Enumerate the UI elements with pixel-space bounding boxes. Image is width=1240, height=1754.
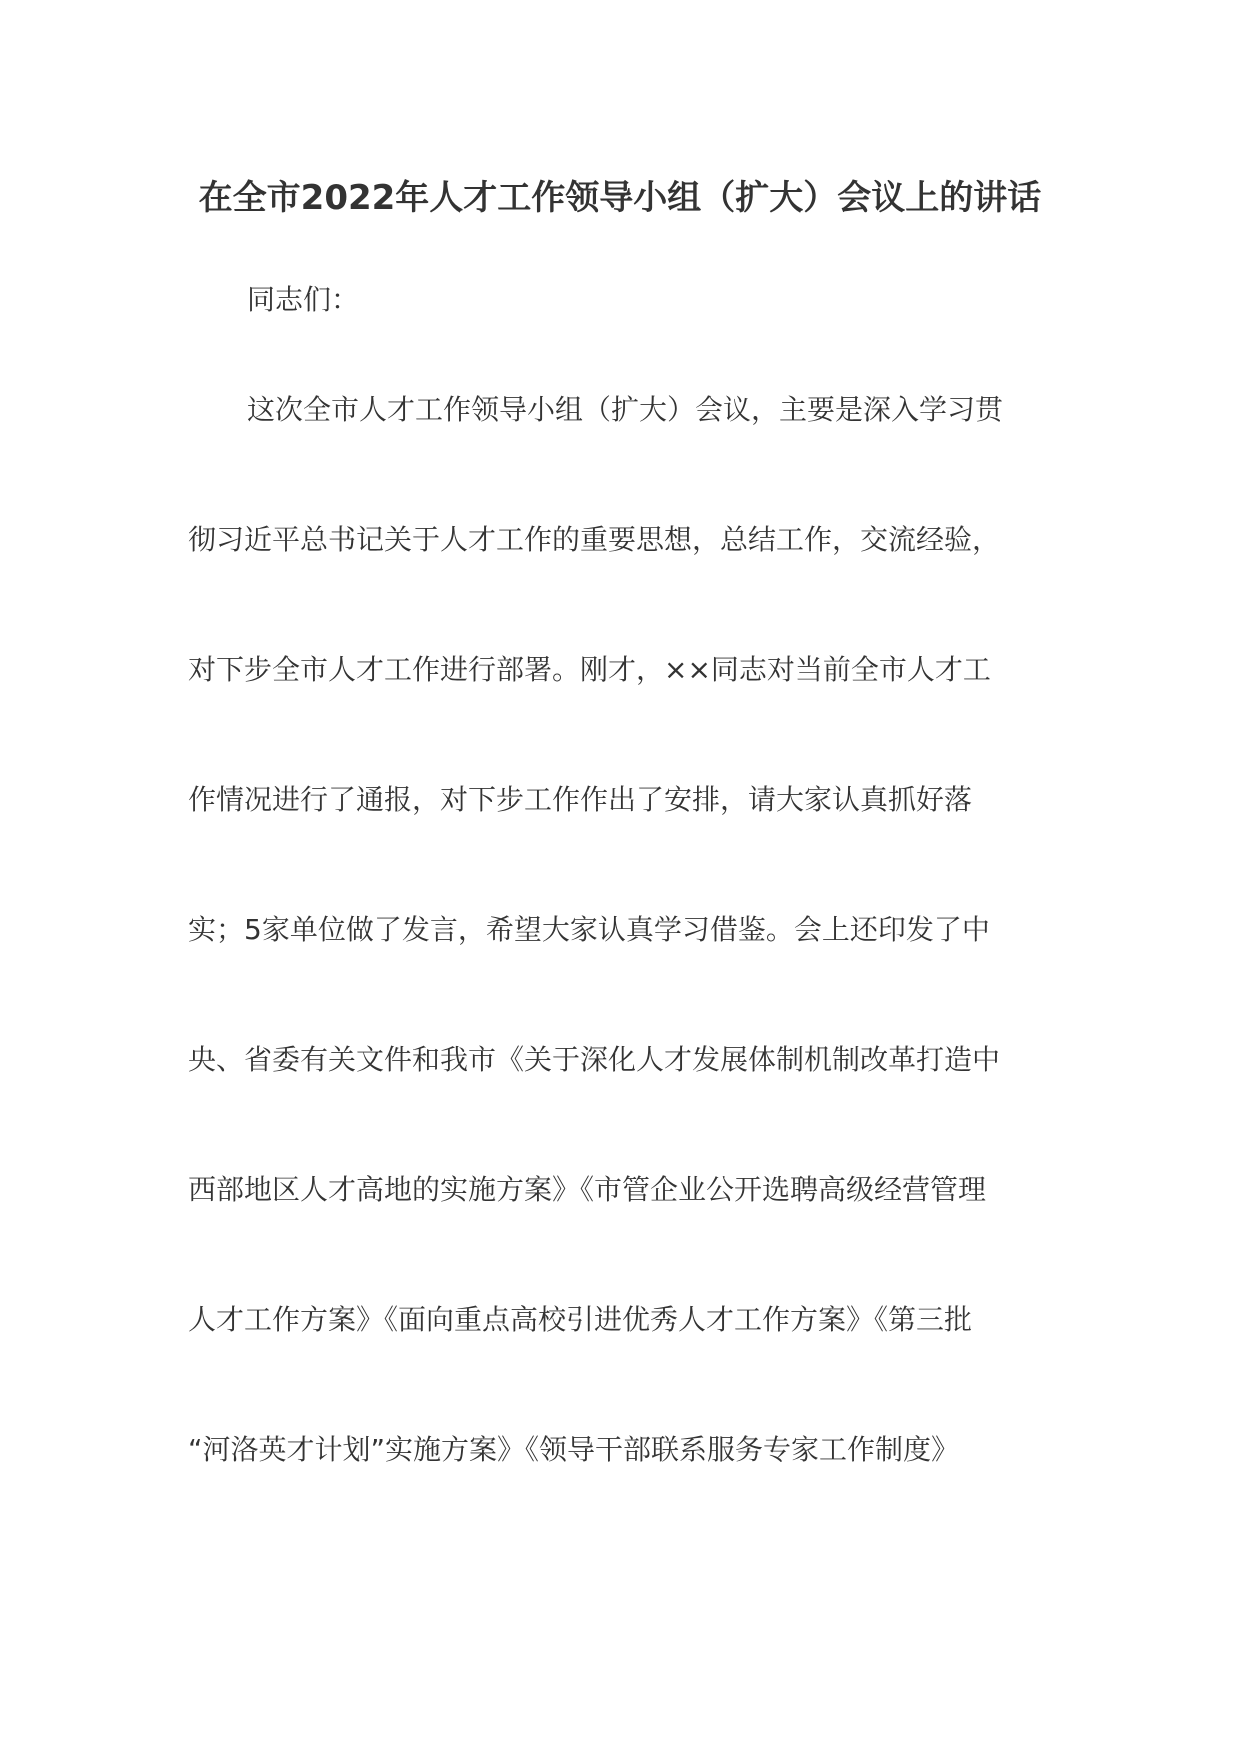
document-title: 在全市2022年人才工作领导小组（扩大）会议上的讲话 bbox=[198, 178, 1042, 218]
paragraph-line: 彻习近平总书记关于人才工作的重要思想，总结工作，交流经验， bbox=[188, 523, 1001, 556]
paragraph-line: 对下步全市人才工作进行部署。刚才，××同志对当前全市人才工 bbox=[188, 653, 991, 686]
paragraph-line: 西部地区人才高地的实施方案》《市管企业公开选聘高级经营管理 bbox=[188, 1173, 987, 1206]
paragraph-line: 这次全市人才工作领导小组（扩大）会议，主要是深入学习贯 bbox=[247, 393, 1004, 426]
paragraph-line: 人才工作方案》《面向重点高校引进优秀人才工作方案》《第三批 bbox=[188, 1303, 973, 1336]
paragraph-line: 实；5家单位做了发言，希望大家认真学习借鉴。会上还印发了中 bbox=[188, 913, 990, 946]
paragraph-line: 央、省委有关文件和我市《关于深化人才发展体制机制改革打造中 bbox=[188, 1043, 1001, 1076]
salutation: 同志们： bbox=[247, 283, 360, 316]
paragraph-line: 作情况进行了通报，对下步工作作出了安排，请大家认真抓好落 bbox=[188, 783, 973, 816]
paragraph-line: “河洛英才计划”实施方案》《领导干部联系服务专家工作制度》 bbox=[188, 1433, 960, 1466]
